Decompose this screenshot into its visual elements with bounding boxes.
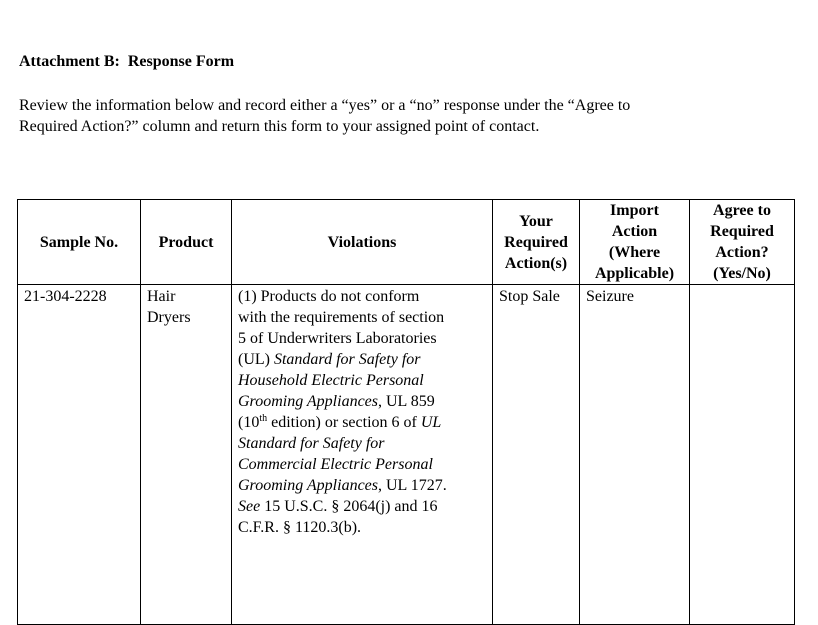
- header-line: Required: [504, 233, 568, 251]
- response-form-table: [17, 199, 795, 625]
- instructions-line: Review the information below and record either a “yes” or a “no” response under the “Agree to: [19, 97, 631, 114]
- violation-line: (UL) Standard for Safety for: [238, 351, 421, 368]
- violation-line: Standard for Safety for: [238, 435, 385, 452]
- violation-line: C.F.R. § 1120.3(b).: [238, 519, 362, 536]
- header-line: (Yes/No): [713, 265, 771, 282]
- cell-import-action: Seizure: [580, 285, 690, 625]
- header-line: Action?: [715, 244, 769, 261]
- header-line: Required: [710, 223, 774, 240]
- header-line: Action: [611, 223, 658, 240]
- header-required-action: [493, 200, 580, 285]
- cell-required-action: Stop Sale: [493, 285, 580, 625]
- header-agree: [690, 200, 795, 285]
- instructions-line: Required Action?” column and return this form to your assigned point of contact.: [19, 118, 540, 135]
- header-sample-no: Sample No.: [18, 200, 141, 285]
- header-line: Import: [610, 202, 659, 219]
- cell-violations: [232, 285, 493, 625]
- violation-line: Commercial Electric Personal: [238, 456, 433, 473]
- header-line: Agree to: [713, 202, 771, 219]
- violation-line: with the requirements of section: [238, 309, 445, 326]
- header-line: (Where: [608, 244, 661, 261]
- violation-line: Grooming Appliances, UL 859: [238, 393, 435, 410]
- cell-product: [141, 285, 232, 625]
- table-header-row: [18, 200, 795, 285]
- header-line: Action(s): [504, 254, 568, 272]
- header-line: Your: [519, 212, 553, 230]
- header-violations: Violations: [232, 200, 493, 285]
- violation-line: (10th edition) or section 6 of UL: [238, 413, 442, 431]
- product-line: Dryers: [147, 309, 191, 326]
- violation-line: See 15 U.S.C. § 2064(j) and 16: [238, 498, 438, 515]
- violation-line: 5 of Underwriters Laboratories: [238, 330, 437, 347]
- product-line: Hair: [147, 288, 176, 305]
- table-row: [18, 285, 795, 625]
- violation-line: Grooming Appliances, UL 1727.: [238, 477, 447, 494]
- header-product: Product: [141, 200, 232, 285]
- header-line: Applicable): [594, 265, 675, 282]
- cell-agree-response[interactable]: [690, 285, 795, 625]
- header-import-action: [580, 200, 690, 285]
- instructions-paragraph: [19, 95, 779, 137]
- cell-sample-no: 21-304-2228: [18, 285, 141, 625]
- page-title: Attachment B: Response Form: [19, 53, 235, 70]
- violation-line: Household Electric Personal: [238, 372, 424, 389]
- violation-line: (1) Products do not conform: [238, 288, 420, 305]
